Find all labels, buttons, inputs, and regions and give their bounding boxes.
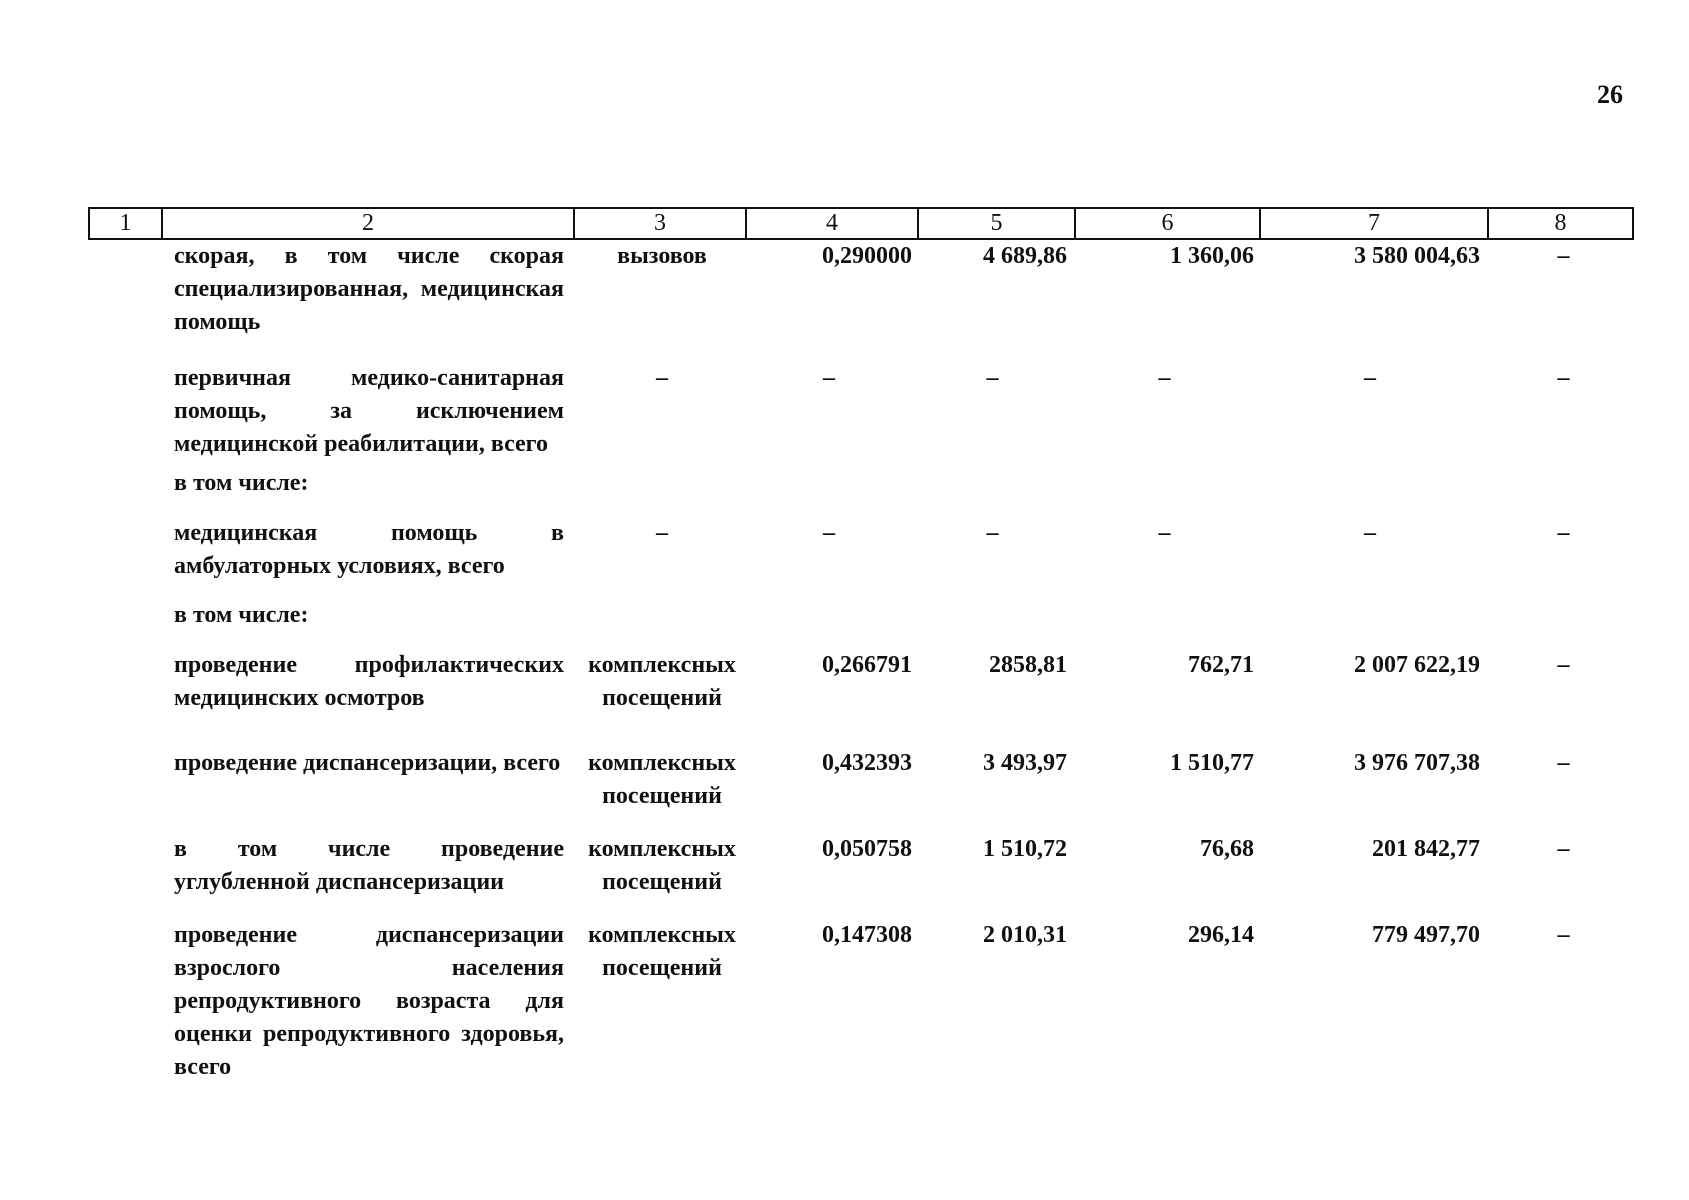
row-unit: вызовов [617,243,707,269]
row-value-col6 [1075,599,1260,649]
row-value-col6: 1 510,77 [1170,750,1254,776]
table-row [89,599,1633,649]
table-row [89,239,1633,362]
row-name: в том числе: [174,470,309,496]
table-row [89,747,1633,833]
row-value-col7: 3 976 707,38 [1354,750,1480,776]
row-value-col8: – [1557,520,1570,546]
row-value-col7 [1260,467,1488,517]
row-number-cell [89,649,162,747]
row-value-col6: 1 360,06 [1170,243,1254,269]
row-unit: комплексных посещений [588,750,736,809]
row-value-col5 [918,467,1075,517]
column-number-2: 2 [162,208,574,239]
row-number-cell [89,517,162,599]
row-value-col6: – [1158,520,1171,546]
row-value-col7: 201 842,77 [1372,836,1480,862]
table-row [89,362,1633,467]
row-value-col4: 0,147308 [822,922,912,948]
row-value-col6: 762,71 [1188,652,1254,678]
page-number: 26 [1597,80,1623,109]
row-name: в том числе проведение углубленной диспансеризации [174,836,564,895]
row-value-col5: 3 493,97 [983,750,1067,776]
table-row [89,833,1633,919]
row-value-col7: – [1364,365,1376,391]
row-value-col8: – [1557,652,1570,678]
row-value-col4: 0,266791 [822,652,912,678]
row-value-col4: 0,290000 [822,243,912,269]
row-value-col5: 2 010,31 [983,922,1067,948]
table-row [89,467,1633,517]
row-number-cell [89,599,162,649]
column-number-1: 1 [89,208,162,239]
row-value-col5: – [986,365,999,391]
row-value-col5: 1 510,72 [983,836,1067,862]
row-name: в том числе: [174,602,309,628]
row-unit: – [656,365,668,391]
row-number-cell [89,747,162,833]
row-unit [574,599,746,649]
table-row [89,919,1633,1089]
column-number-6: 6 [1075,208,1260,239]
row-value-col7 [1260,599,1488,649]
row-value-col6 [1075,467,1260,517]
row-value-col8: – [1557,365,1570,391]
column-number-7: 7 [1260,208,1488,239]
table-row [89,517,1633,599]
column-number-3: 3 [574,208,746,239]
row-number-cell [89,919,162,1089]
row-value-col5: 2858,81 [989,652,1067,678]
row-value-col4: – [823,520,835,546]
row-value-col5: 4 689,86 [983,243,1067,269]
row-value-col8: – [1557,750,1570,776]
row-value-col4 [746,599,918,649]
column-number-8: 8 [1488,208,1633,239]
row-value-col7: 2 007 622,19 [1354,652,1480,678]
row-value-col8 [1488,599,1633,649]
row-number-cell [89,467,162,517]
row-name: проведение диспансеризации взрослого населения репродуктивного возраста для оценки репродуктивного здоровья, всего [174,922,564,1080]
row-unit: комплексных посещений [588,652,736,711]
row-name: проведение диспансеризации, всего [174,750,561,776]
row-name: медицинская помощь в амбулаторных условиях, всего [174,520,564,579]
row-value-col7: 779 497,70 [1372,922,1480,948]
row-value-col4 [746,467,918,517]
column-number-header-row [89,208,1633,239]
row-value-col8: – [1557,922,1570,948]
row-name: скорая, в том числе скорая специализированная, медицинская помощь [174,243,564,335]
column-number-5: 5 [918,208,1075,239]
table-row [89,649,1633,747]
row-value-col8 [1488,467,1633,517]
column-number-4: 4 [746,208,918,239]
row-value-col8: – [1557,836,1570,862]
row-number-cell [89,239,162,362]
row-value-col7: 3 580 004,63 [1354,243,1480,269]
row-value-col5: – [986,520,999,546]
row-name: проведение профилактических медицинских осмотров [174,652,564,711]
row-value-col7: – [1364,520,1376,546]
row-number-cell [89,362,162,467]
row-value-col5 [918,599,1075,649]
row-unit: комплексных посещений [588,836,736,895]
row-unit: – [656,520,668,546]
row-value-col8: – [1557,243,1570,269]
row-value-col6: 296,14 [1188,922,1254,948]
row-unit [574,467,746,517]
row-value-col4: 0,050758 [822,836,912,862]
row-name: первичная медико-санитарная помощь, за исключением медицинской реабилитации, всего [174,365,564,457]
row-number-cell [89,833,162,919]
data-table [88,207,1634,1089]
row-value-col6: 76,68 [1200,836,1254,862]
row-unit: комплексных посещений [588,922,736,981]
row-value-col6: – [1158,365,1171,391]
row-value-col4: 0,432393 [822,750,912,776]
row-value-col4: – [823,365,835,391]
